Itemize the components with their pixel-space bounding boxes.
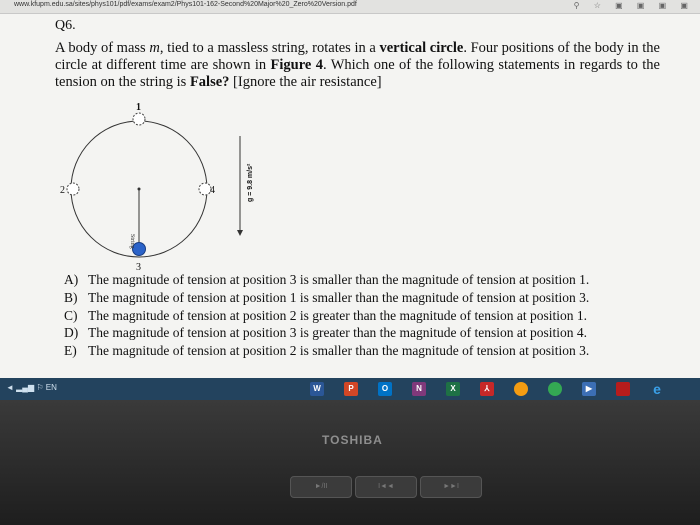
next-track-key: ►►I [420, 476, 482, 498]
powerpoint-icon[interactable]: P [344, 382, 358, 396]
option-d: D) The magnitude of tension at position 3 is greater than the magnitude of tension at position 4. [64, 325, 588, 341]
chrome-icon[interactable] [548, 382, 562, 396]
app-icon-orange[interactable] [514, 382, 528, 396]
pdf-reader-icon[interactable]: ⅄ [480, 382, 494, 396]
outlook-icon[interactable]: O [378, 382, 392, 396]
browser-toolbar-icons[interactable]: ⚲ ☆ ▣ ▣ ▣ ▣ [573, 1, 694, 10]
option-a: A) The magnitude of tension at position 3 is smaller than the magnitude of tension at position 1. [64, 272, 590, 287]
position-1-label: 1 [136, 102, 141, 113]
question-stem: A body of mass m, tied to a massless string, rotates in a vertical circle. Four positions of the body in the circle at different time are shown in Figure 4. Which one of the following statements in regards to the tension on the string is False? [Ignore the air resistance] [55, 40, 660, 90]
browser-address-bar[interactable] [0, 0, 700, 14]
position-2-label: 2 [60, 185, 65, 196]
windows-taskbar [0, 378, 700, 400]
position-4-label: 4 [210, 185, 215, 196]
laptop-brand-logo: TOSHIBA [322, 433, 383, 447]
center-point [138, 188, 141, 191]
option-b: B) The magnitude of tension at position 1 is smaller than the magnitude of tension at position 3. [64, 289, 590, 305]
gravity-arrowhead [237, 230, 243, 236]
play-pause-key: ►/II [290, 476, 352, 498]
position-3-label: 3 [136, 262, 141, 273]
url-text[interactable]: www.kfupm.edu.sa/sites/phys101/pdf/exams/exam2/Phys101-162-Second%20Major%20_Zero%20Version.pdf [14, 1, 357, 8]
figure-4-vertical-circle [60, 102, 295, 274]
app-icon-red[interactable] [616, 382, 630, 396]
position-2-body [67, 183, 79, 195]
position-1-body [133, 113, 145, 125]
excel-icon[interactable]: X [446, 382, 460, 396]
previous-track-key: I◄◄ [355, 476, 417, 498]
word-icon[interactable]: W [310, 382, 324, 396]
option-e: E) The magnitude of tension at position 2 is smaller than the magnitude of tension at position 3. [64, 343, 590, 359]
question-number: Q6. [55, 18, 76, 33]
gravity-label: g = 9.8 m/s² [247, 163, 254, 202]
answer-options [64, 271, 664, 360]
string-label: String [129, 234, 135, 249]
media-player-icon[interactable]: ▶ [582, 382, 596, 396]
edge-icon[interactable]: e [653, 381, 661, 397]
system-tray[interactable]: ◄ ▂▄▆ ⚐ EN [6, 383, 57, 392]
option-c: C) The magnitude of tension at position 2 is greater than the magnitude of tension at position 1. [64, 307, 588, 323]
laptop-bezel [0, 400, 700, 525]
onenote-icon[interactable]: N [412, 382, 426, 396]
